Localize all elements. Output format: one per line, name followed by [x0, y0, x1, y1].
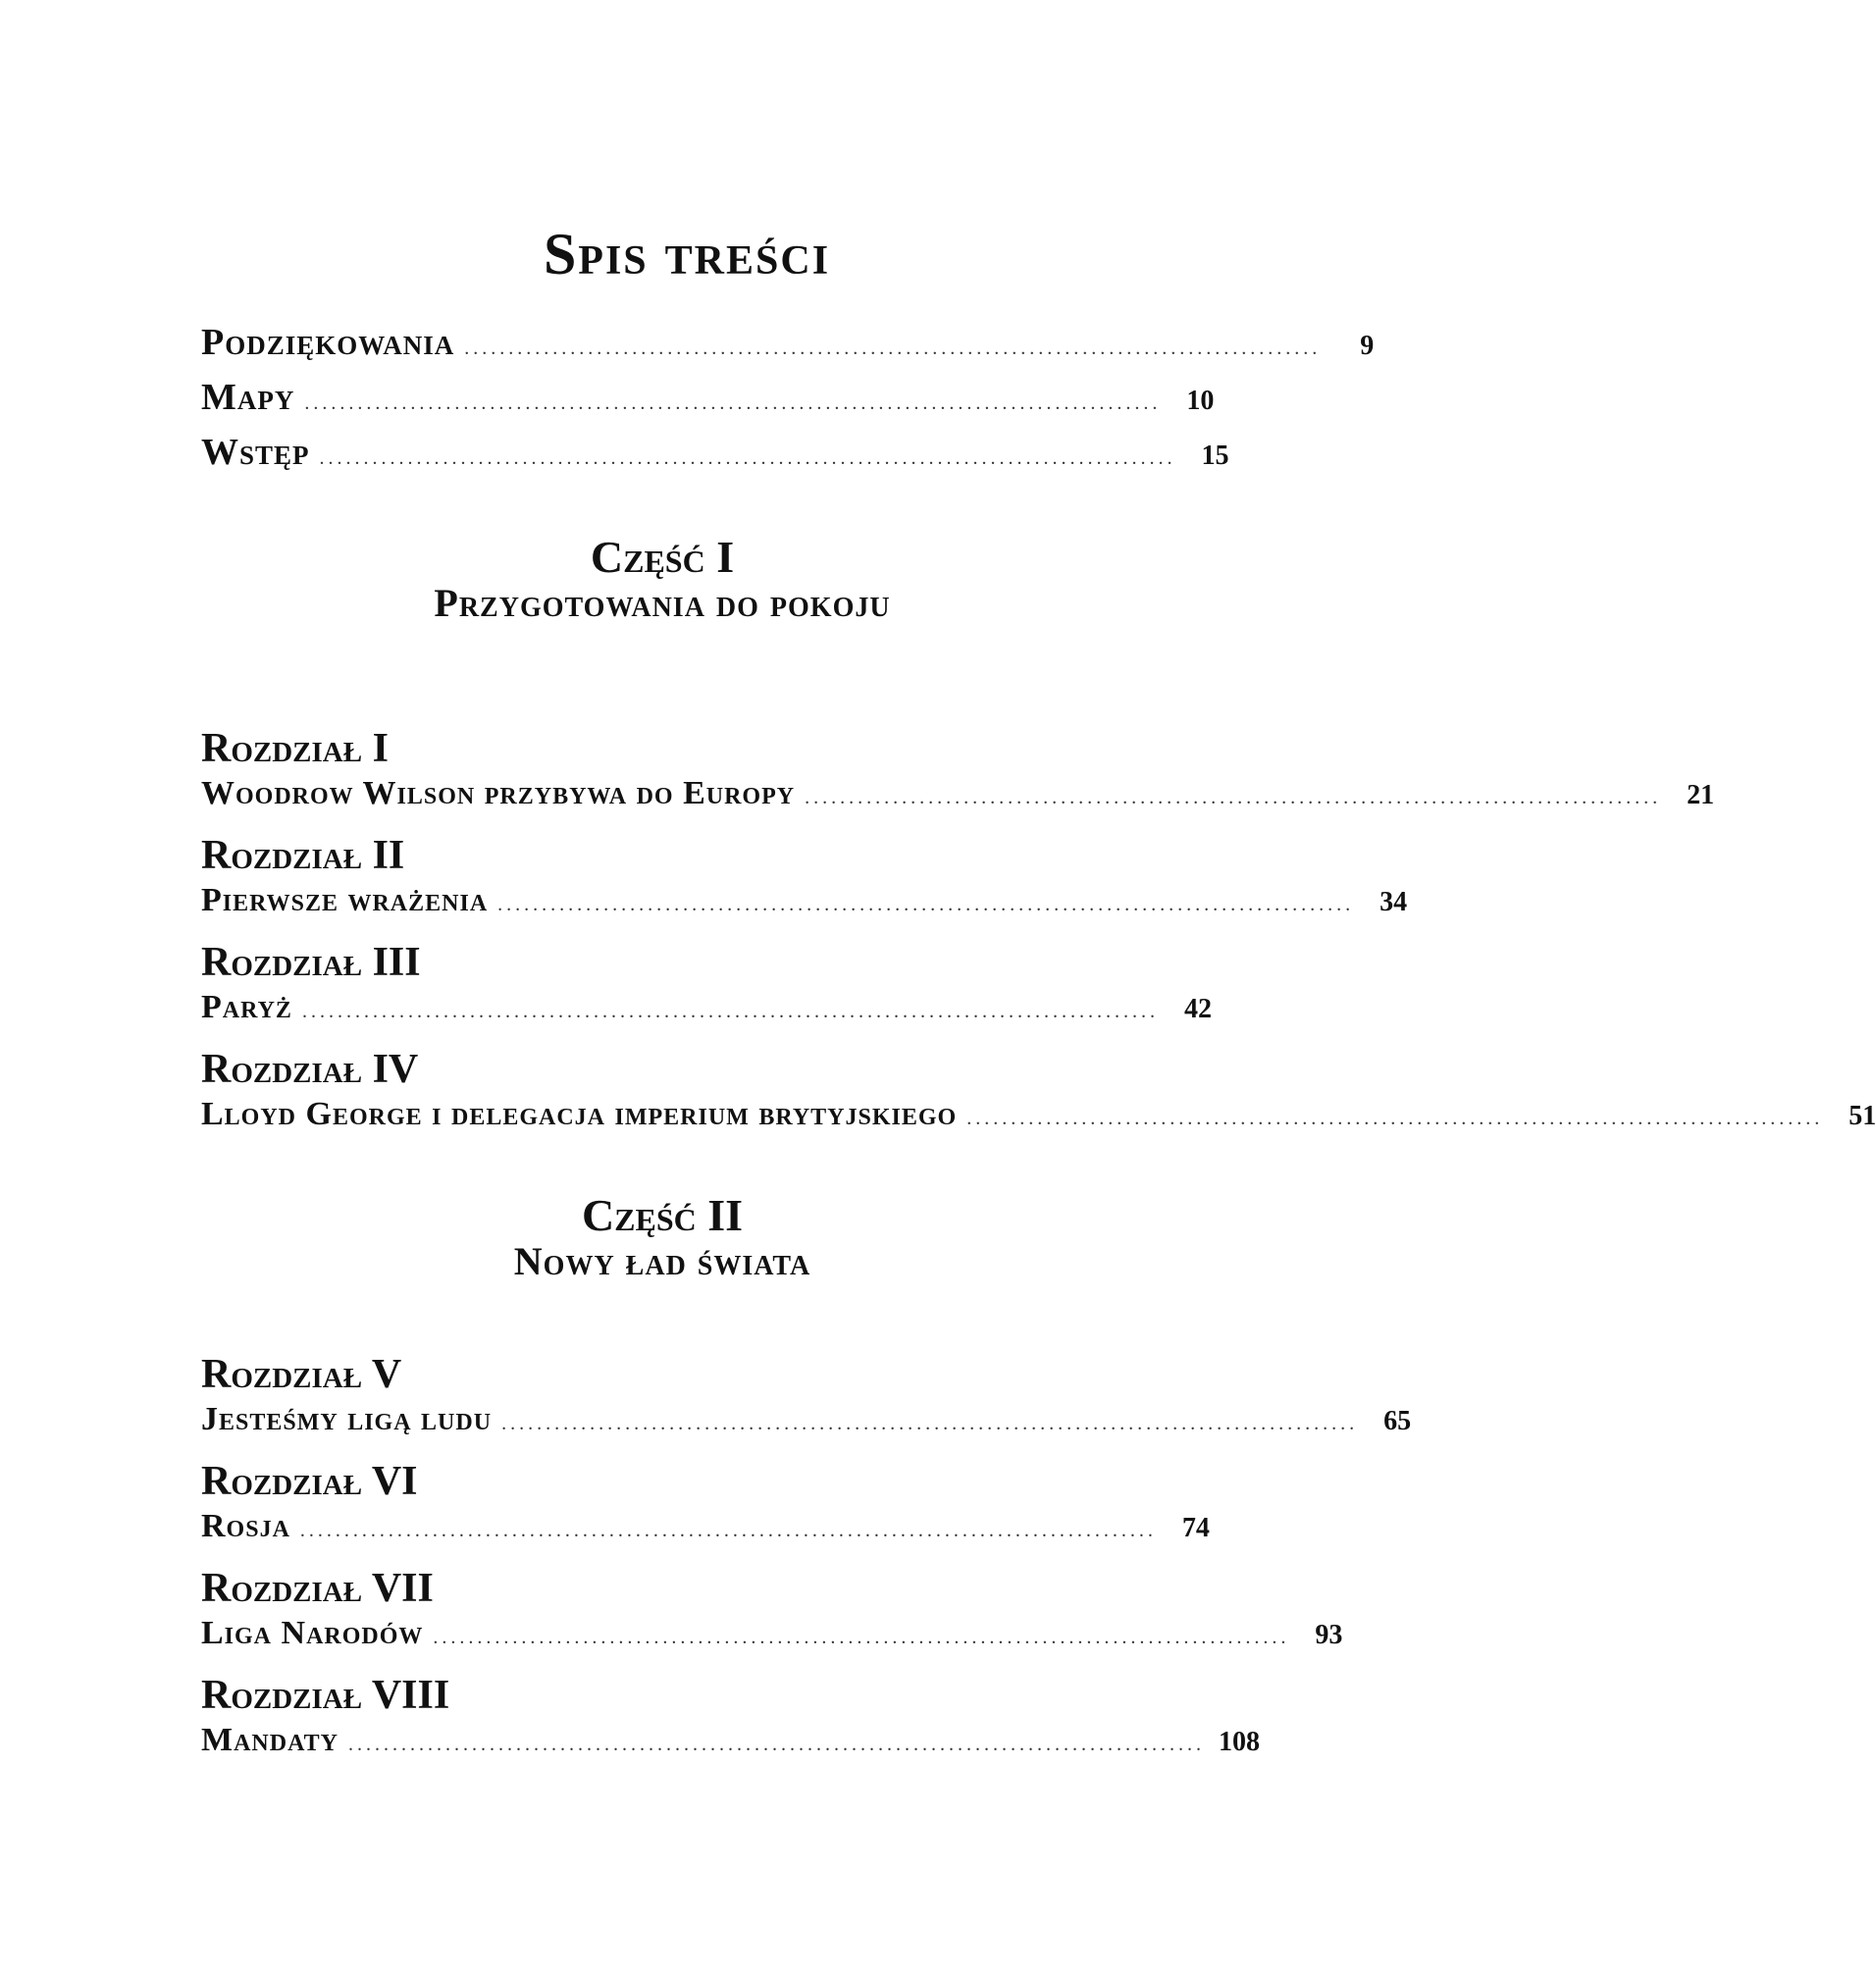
part-number: Część I — [590, 532, 735, 582]
entry-page-number: 15 — [1201, 441, 1229, 471]
entry-label: Woodrow Wilson przybywa do Europy — [201, 775, 796, 811]
chapter-heading: Rozdział III — [201, 940, 421, 985]
dot-leader: ................................................................................................. — [464, 338, 1322, 359]
dot-leader: ................................................................................................. — [501, 1413, 1359, 1434]
toc-entry-introduction[interactable] — [201, 432, 1229, 473]
chapter-heading: Rozdział II — [201, 833, 405, 878]
entry-label: Mapy — [201, 377, 295, 418]
part-title: Przygotowania do pokoju — [434, 581, 891, 625]
dot-leader: ................................................................................................. — [304, 392, 1162, 414]
toc-entry-chapter-6[interactable] — [201, 1508, 1210, 1544]
entry-page-number: 65 — [1383, 1406, 1412, 1436]
chapter-heading: Rozdział I — [201, 726, 389, 771]
toc-entry-maps[interactable] — [201, 377, 1215, 418]
entry-label: Mandaty — [201, 1722, 339, 1758]
chapter-heading: Rozdział VIII — [201, 1673, 450, 1718]
dot-leader: ................................................................................................. — [319, 447, 1176, 469]
toc-entry-chapter-7[interactable] — [201, 1615, 1343, 1651]
entry-page-number: 74 — [1181, 1513, 1210, 1543]
entry-page-number: 93 — [1315, 1620, 1343, 1650]
entry-label: Wstęp — [201, 432, 310, 473]
part-number: Część II — [581, 1190, 744, 1240]
toc-entry-chapter-4[interactable] — [201, 1096, 1876, 1132]
part-title: Nowy ład świata — [513, 1239, 811, 1283]
dot-leader: ................................................................................................. — [347, 1734, 1205, 1755]
toc-entry-chapter-1[interactable] — [201, 775, 1715, 811]
chapter-heading: Rozdział IV — [201, 1047, 419, 1092]
dot-leader: ................................................................................................. — [433, 1627, 1290, 1648]
entry-label: Lloyd George i delegacja imperium brytyjskiego — [201, 1096, 958, 1132]
toc-entry-chapter-8[interactable] — [201, 1722, 1260, 1758]
entry-label: Paryż — [201, 989, 292, 1025]
toc-entry-chapter-2[interactable] — [201, 882, 1408, 918]
dot-leader: ................................................................................................. — [966, 1108, 1824, 1129]
entry-page-number: 9 — [1360, 331, 1375, 361]
dot-leader: ................................................................................................. — [301, 1001, 1159, 1022]
chapter-heading: Rozdział VI — [201, 1459, 418, 1504]
entry-page-number: 34 — [1380, 887, 1408, 917]
toc-entry-chapter-5[interactable] — [201, 1401, 1412, 1437]
entry-page-number: 108 — [1218, 1727, 1260, 1757]
entry-page-number: 51 — [1849, 1101, 1876, 1131]
entry-label: Jesteśmy ligą ludu — [201, 1401, 493, 1437]
entry-label: Pierwsze wrażenia — [201, 882, 489, 918]
dot-leader: ................................................................................................. — [805, 787, 1662, 808]
entry-label: Rosja — [201, 1508, 290, 1544]
toc-entry-acknowledgements[interactable] — [201, 322, 1375, 363]
entry-page-number: 21 — [1687, 780, 1715, 810]
page-title: Spis treści — [543, 222, 831, 286]
chapter-heading: Rozdział VII — [201, 1566, 434, 1611]
entry-label: Podziękowania — [201, 322, 455, 363]
dot-leader: ................................................................................................. — [497, 894, 1355, 915]
entry-page-number: 42 — [1183, 994, 1212, 1024]
entry-page-number: 10 — [1186, 386, 1215, 416]
toc-entry-chapter-3[interactable] — [201, 989, 1212, 1025]
entry-label: Liga Narodów — [201, 1615, 424, 1651]
dot-leader: ................................................................................................. — [299, 1520, 1157, 1541]
chapter-heading: Rozdział V — [201, 1352, 402, 1397]
